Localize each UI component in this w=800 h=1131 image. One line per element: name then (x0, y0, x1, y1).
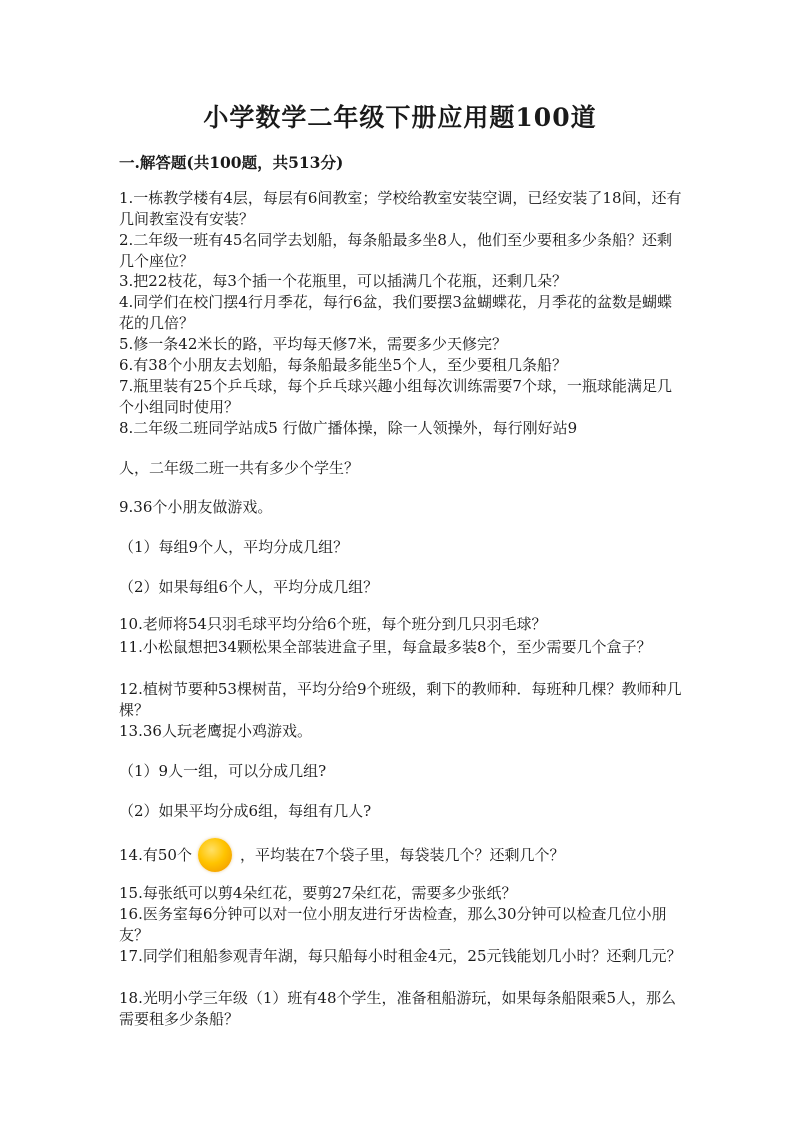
question-6: 6.有38个小朋友去划船，每条船最多能坐5个人，至少要租几条船？ (119, 356, 567, 374)
question-11: 11.小松鼠想把34颗松果全部装进盒子里，每盒最多装8个，至少需要几个盒子？ (119, 638, 652, 656)
page-title: 小学数学二年级下册应用题100道 (203, 103, 597, 132)
question-14-text-pre: 14.有50个 (119, 845, 192, 864)
question-9-part1: （1）每组9个人，平均分成几组？ (119, 538, 349, 556)
question-8-line2: 人，二年级二班一共有多少个学生？ (119, 459, 360, 477)
question-1: 1.一栋教学楼有4层，每层有6间教室；学校给教室安装空调，已经安装了18间，还有几间教室没有安装？ (119, 189, 682, 228)
question-14-text-post: ，平均装在7个袋子里，每袋装几个？还剩几个？ (239, 845, 565, 864)
question-4: 4.同学们在校门摆4行月季花，每行6盆，我们要摆3盆蝴蝶花，月季花的盆数是蝴蝶花的几倍？ (119, 293, 672, 332)
question-3: 3.把22枝花，每3个插一个花瓶里，可以插满几个花瓶，还剩几朵？ (119, 272, 567, 290)
question-5: 5.修一条42米长的路，平均每天修7米，需要多少天修完？ (119, 335, 507, 353)
question-12: 12.植树节要种53棵树苗，平均分给9个班级，剩下的教师种．每班种几棵？教师种几棵？ (119, 680, 682, 719)
question-10: 10.老师将54只羽毛球平均分给6个班，每个班分到几只羽毛球？ (119, 615, 547, 633)
question-16: 16.医务室每6分钟可以对一位小朋友进行牙齿检查，那么30分钟可以检查几位小朋友？ (119, 905, 667, 944)
question-8-line1: 8.二年级二班同学站成5 行做广播体操，除一人领操外，每行刚好站9 (119, 419, 578, 437)
orange-icon (198, 838, 232, 872)
question-17: 17.同学们租船参观青年湖，每只船每小时租金4元，25元钱能划几小时？还剩几元？ (119, 947, 682, 965)
question-18: 18.光明小学三年级（1）班有48个学生，准备租船游玩，如果每条船限乘5人，那么需要租多少条船？ (119, 989, 677, 1028)
question-9-part2: （2）如果每组6个人，平均分成几组？ (119, 578, 379, 596)
question-13-part1: （1）9人一组，可以分成几组? (119, 762, 327, 780)
question-2: 2.二年级一班有45名同学去划船，每条船最多坐8人，他们至少要租多少条船？还剩几个座位？ (119, 231, 672, 270)
question-14 (119, 838, 684, 872)
question-15: 15.每张纸可以剪4朵红花，要剪27朵红花，需要多少张纸？ (119, 884, 517, 902)
question-13-part2: （2）如果平均分成6组，每组有几人? (119, 802, 372, 820)
question-9: 9.36个小朋友做游戏。 (119, 498, 273, 516)
section-header: 一.解答题(共100题，共513分) (119, 153, 344, 172)
question-7: 7.瓶里装有25个乒乓球，每个乒乓球兴趣小组每次训练需要7个球，一瓶球能满足几个小组同时使用？ (119, 377, 672, 416)
question-13: 13.36人玩老鹰捉小鸡游戏。 (119, 722, 312, 740)
